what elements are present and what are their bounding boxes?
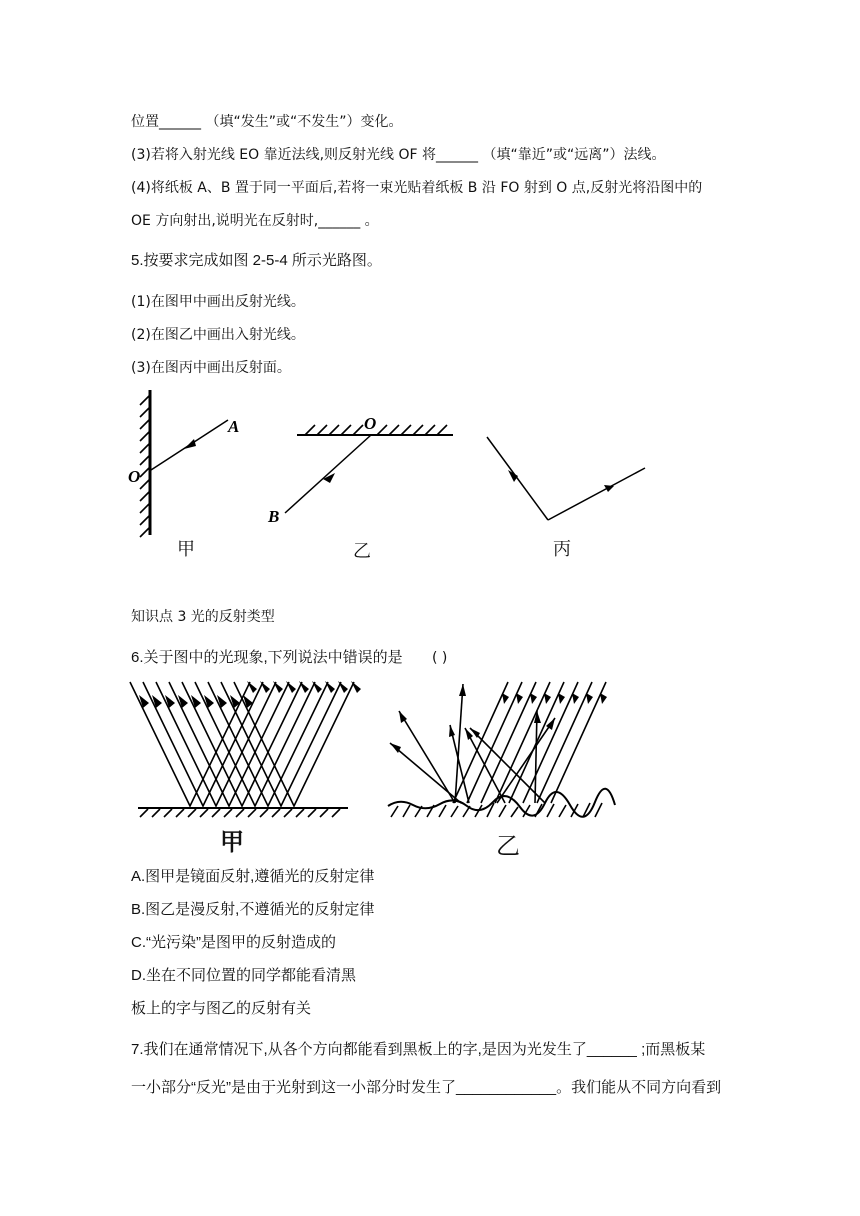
q7-line-2: 一小部分“反光”是由于光射到这一小部分时发生了____________。我们能从不同方向看到 xyxy=(131,1079,722,1096)
option-a: A.图甲是镜面反射,遵循光的反射定律 xyxy=(131,868,375,885)
option-b: B.图乙是漫反射,不遵循光的反射定律 xyxy=(131,901,375,918)
q6-answer-paren: ( ) xyxy=(432,650,448,666)
arrow-jia xyxy=(184,439,196,449)
q5-item-1: (1)在图甲中画出反射光线。 xyxy=(131,294,305,310)
incoming-parallel-rays xyxy=(453,682,606,803)
ray-arrowheads xyxy=(139,681,361,708)
point-a-label: A xyxy=(228,417,240,436)
hatch-smooth xyxy=(140,809,340,817)
point-o-label: O xyxy=(128,467,141,486)
reflected-ray-bing xyxy=(548,468,645,520)
q5-item-2: (2)在图乙中画出入射光线。 xyxy=(131,327,305,343)
point-o-label-yi: O xyxy=(364,414,377,433)
q4-line-3: (4)将纸板 A、B 置于同一平面后,若将一束光贴着纸板 B 沿 FO 射到 O 点,反射光将沿图中的 xyxy=(131,180,703,196)
incident-ray-bing xyxy=(487,437,548,520)
reflected-ray-ob xyxy=(285,435,371,513)
figure-diffuse-reflection xyxy=(385,678,620,828)
point-b-label: B xyxy=(268,507,280,526)
q7-line-1: 7.我们在通常情况下,从各个方向都能看到黑板上的字,是因为光发生了______ ;而黑板某 xyxy=(131,1041,706,1058)
caption-diffuse: 乙 xyxy=(496,832,520,860)
caption-specular: 甲 xyxy=(220,828,244,856)
q4-line-1: 位置______ （填“发生”或“不发生”）变化。 xyxy=(131,114,403,130)
caption-jia: 甲 xyxy=(177,539,195,560)
section-title: 知识点 3 光的反射类型 xyxy=(131,609,275,625)
caption-yi: 乙 xyxy=(353,541,371,562)
caption-bing: 丙 xyxy=(553,539,571,560)
q5-item-3: (3)在图丙中画出反射面。 xyxy=(131,360,291,376)
q5-stem: 5.按要求完成如图 2-5-4 所示光路图。 xyxy=(131,252,382,269)
arrow-yi xyxy=(323,473,335,483)
figure-bing xyxy=(480,430,660,530)
option-d-line-1: D.坐在不同位置的同学都能看清黑 xyxy=(131,967,357,984)
q4-line-4: OE 方向射出,说明光在反射时,______ 。 xyxy=(131,213,379,229)
figure-specular-reflection xyxy=(130,678,360,828)
q6-stem: 6.关于图中的光现象,下列说法中错误的是 xyxy=(131,649,403,666)
parallel-rays xyxy=(130,682,354,806)
option-d-line-2: 板上的字与图乙的反射有关 xyxy=(131,1000,312,1017)
q4-line-2: (3)若将入射光线 EO 靠近法线,则反射光线 OF 将______ （填“靠近”或“远离”）法线。 xyxy=(131,147,666,163)
option-c: C.“光污染”是图甲的反射造成的 xyxy=(131,934,336,951)
figure-yi xyxy=(265,410,465,530)
